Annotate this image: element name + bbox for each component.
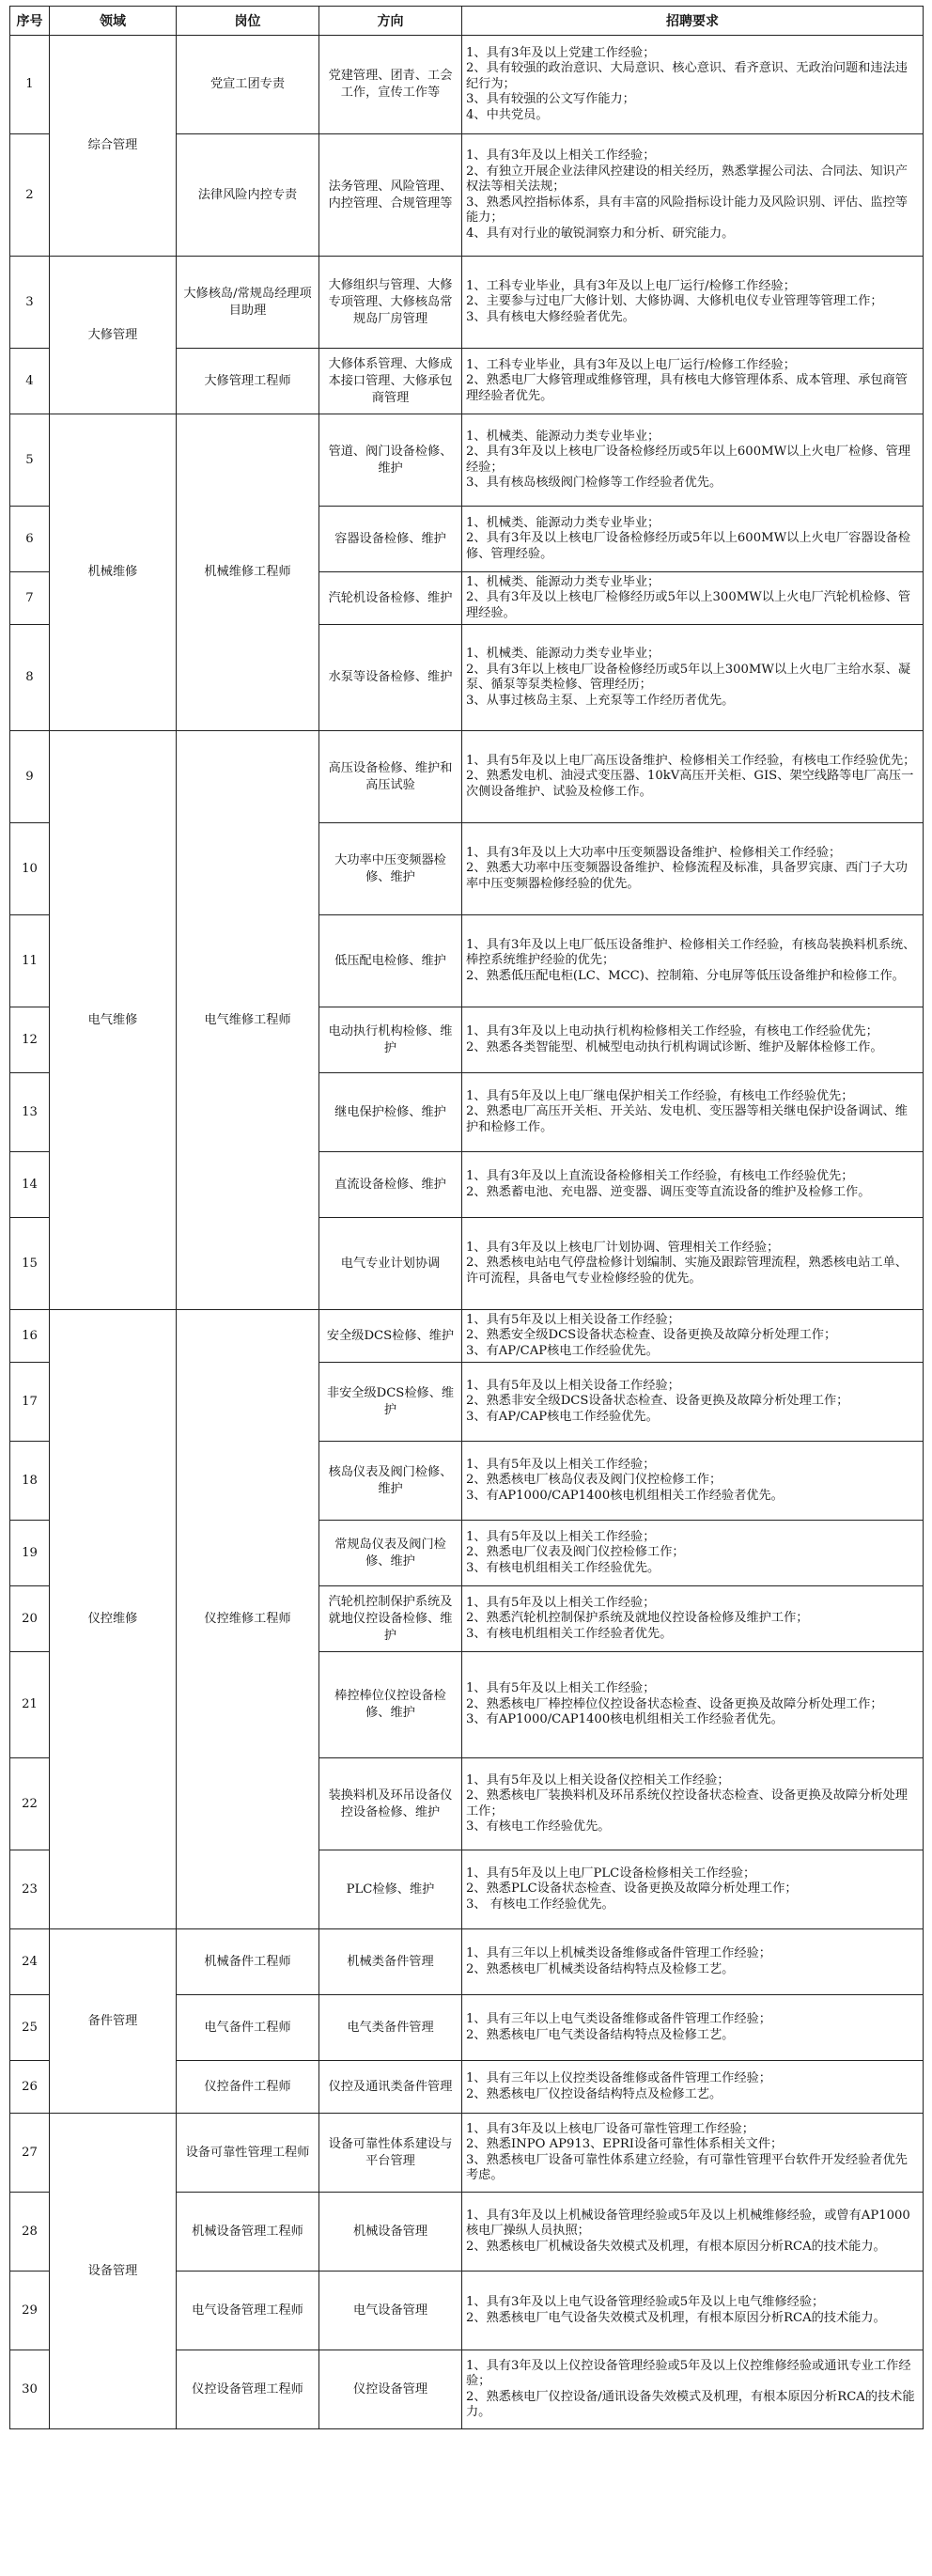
requirements-cell	[462, 915, 924, 1007]
row-number: 28	[10, 2193, 50, 2272]
table-row	[10, 2114, 924, 2193]
position-cell: 电气维修工程师	[177, 731, 319, 1310]
requirement-line: 4、具有对行业的敏锐洞察力和分析、研究能力。	[466, 226, 735, 241]
requirements-cell	[462, 1521, 924, 1586]
requirement-line: 1、具有5年及以上相关工作经验；	[466, 1457, 656, 1472]
requirement-line: 3、从事过核岛主泵、上充泵等工作经历者优先。	[466, 693, 735, 708]
domain-cell: 设备管理	[50, 2114, 177, 2429]
requirements-cell	[462, 1152, 924, 1218]
requirements-cell	[462, 1007, 924, 1073]
position-cell: 机械设备管理工程师	[177, 2193, 319, 2272]
requirements-cell	[462, 1758, 924, 1850]
direction-cell: 水泵等设备检修、维护	[319, 625, 462, 731]
requirement-line: 1、具有3年及以上大功率中压变频器设备维护、检修相关工作经验；	[466, 845, 842, 860]
table-row	[10, 731, 924, 823]
row-number: 30	[10, 2350, 50, 2429]
requirements-cell	[462, 134, 924, 257]
row-number: 13	[10, 1073, 50, 1152]
requirements-cell	[462, 36, 924, 134]
requirement-line: 1、具有5年及以上电厂PLC设备检修相关工作经验；	[466, 1866, 756, 1881]
direction-cell: 法务管理、风险管理、内控管理、合规管理等	[319, 134, 462, 257]
requirements-cell	[462, 507, 924, 572]
requirement-line: 1、具有三年以上仪控类设备维修或备件管理工作经验；	[466, 2071, 771, 2085]
requirement-line: 1、具有3年及以上核电厂计划协调、管理相关工作经验；	[466, 1240, 780, 1255]
row-number: 29	[10, 2272, 50, 2350]
domain-cell: 机械维修	[50, 414, 177, 731]
row-number: 19	[10, 1521, 50, 1586]
requirement-line: 2、有独立开展企业法律风控建设的相关经历，熟悉掌握公司法、合同法、知识产权法等相关法规；	[466, 164, 908, 194]
requirements-cell	[462, 2350, 924, 2429]
direction-cell: 安全级DCS检修、维护	[319, 1310, 462, 1363]
requirement-line: 2、熟悉电厂仪表及阀门仪控检修工作；	[466, 1545, 685, 1560]
position-cell: 仪控备件工程师	[177, 2061, 319, 2114]
requirement-line: 2、熟悉电厂高压开关柜、开关站、发电机、变压器等相关继电保护设备调试、维护和检修工作。	[466, 1104, 908, 1134]
direction-cell: 大功率中压变频器检修、维护	[319, 823, 462, 915]
requirements-cell	[462, 349, 924, 414]
requirement-line: 2、熟悉非安全级DCS设备状态检查、设备更换及故障分析处理工作；	[466, 1394, 849, 1409]
direction-cell: 继电保护检修、维护	[319, 1073, 462, 1152]
row-number: 12	[10, 1007, 50, 1073]
row-number: 7	[10, 572, 50, 625]
requirement-line: 3、有AP1000/CAP1400核电机组相关工作经验者优先。	[466, 1712, 784, 1727]
requirements-cell	[462, 2114, 924, 2193]
domain-cell: 大修管理	[50, 257, 177, 414]
direction-cell: 汽轮机控制保护系统及就地仪控设备检修、维护	[319, 1586, 462, 1652]
direction-cell: 棒控棒位仪控设备检修、维护	[319, 1652, 462, 1758]
direction-cell: 电气类备件管理	[319, 1995, 462, 2061]
requirement-line: 1、具有3年及以上仪控设备管理经验或5年及以上仪控维修经验或通讯专业工作经验；	[466, 2358, 911, 2388]
direction-cell: 大修体系管理、大修成本接口管理、大修承包商管理	[319, 349, 462, 414]
requirement-line: 2、熟悉各类智能型、机械型电动执行机构调试诊断、维护及解体检修工作。	[466, 1039, 883, 1054]
requirements-cell	[462, 823, 924, 915]
requirement-line: 1、具有3年及以上相关工作经验；	[466, 148, 656, 163]
requirements-cell	[462, 1442, 924, 1521]
requirement-line: 1、具有三年以上电气类设备维修或备件管理工作经验；	[466, 2012, 771, 2026]
domain-cell: 综合管理	[50, 36, 177, 257]
requirement-line: 2、主要参与过电厂大修计划、大修协调、大修机电仪专业管理等管理工作；	[466, 294, 883, 309]
row-number: 16	[10, 1310, 50, 1363]
requirement-line: 1、机械类、能源动力类专业毕业；	[466, 515, 660, 530]
direction-cell: 党建管理、团青、工会工作，宣传工作等	[319, 36, 462, 134]
direction-cell: 机械类备件管理	[319, 1929, 462, 1995]
row-number: 25	[10, 1995, 50, 2061]
requirement-line: 2、熟悉核电站电气停盘检修计划编制、实施及跟踪管理流程，熟悉核电站工单、许可流程，具备电气专业检修经验的优先。	[466, 1256, 908, 1286]
requirement-line: 3、有核电机组相关工作经验者优先。	[466, 1626, 673, 1641]
row-number: 20	[10, 1586, 50, 1652]
requirement-line: 2、熟悉核电厂棒控棒位仪控设备状态检查、设备更换及故障分析处理工作；	[466, 1696, 883, 1711]
requirement-line: 3、熟悉核电厂设备可靠性体系建立经验，有可靠性管理平台软件开发经验者优先考虑。	[466, 2152, 908, 2182]
requirement-line: 2、具有3年以上核电厂设备检修经历或5年以上300MW以上火电厂主给水泵、凝泵、循泵等泵类检修、管理经历；	[466, 662, 911, 692]
requirements-cell	[462, 1929, 924, 1995]
row-number: 26	[10, 2061, 50, 2114]
table-row	[10, 36, 924, 134]
requirement-line: 1、具有3年及以上核电厂设备可靠性管理工作经验；	[466, 2121, 754, 2136]
requirement-line: 1、具有3年及以上电厂低压设备维护、检修相关工作经验，有核岛装换料机系统、棒控系统维护经验的优先；	[466, 937, 916, 968]
requirements-cell	[462, 257, 924, 349]
direction-cell: 机械设备管理	[319, 2193, 462, 2272]
requirement-line: 3、有AP/CAP核电工作经验优先。	[466, 1343, 659, 1358]
direction-cell: 大修组织与管理、大修专项管理、大修核岛常规岛厂房管理	[319, 257, 462, 349]
requirement-line: 1、具有3年及以上电气设备管理经验或5年及以上电气维修经验；	[466, 2295, 825, 2309]
table-header-row	[10, 7, 924, 36]
position-cell: 党宣工团专责	[177, 36, 319, 134]
row-number: 21	[10, 1652, 50, 1758]
requirement-line: 2、熟悉蓄电池、充电器、逆变器、调压变等直流设备的维护及检修工作。	[466, 1184, 871, 1199]
recruitment-table	[9, 6, 924, 2429]
requirements-cell	[462, 2061, 924, 2114]
row-number: 11	[10, 915, 50, 1007]
requirements-cell	[462, 1073, 924, 1152]
row-number: 22	[10, 1758, 50, 1850]
requirement-line: 1、具有5年及以上相关设备工作经验；	[466, 1378, 680, 1393]
row-number: 6	[10, 507, 50, 572]
requirement-line: 3、具有核电大修经验者优先。	[466, 309, 635, 324]
position-cell: 电气设备管理工程师	[177, 2272, 319, 2350]
requirement-line: 2、具有较强的政治意识、大局意识、核心意识、看齐意识、无政治问题和违法违纪行为；	[466, 61, 908, 91]
position-cell: 机械备件工程师	[177, 1929, 319, 1995]
position-cell: 大修管理工程师	[177, 349, 319, 414]
requirement-line: 1、具有5年及以上相关设备工作经验；	[466, 1312, 680, 1327]
row-number: 8	[10, 625, 50, 731]
position-cell: 大修核岛/常规岛经理项目助理	[177, 257, 319, 349]
domain-cell: 电气维修	[50, 731, 177, 1310]
requirement-line: 2、熟悉核电厂核岛仪表及阀门仪控检修工作；	[466, 1473, 722, 1488]
table-row	[10, 414, 924, 507]
requirement-line: 2、熟悉PLC设备状态检查、设备更换及故障分析处理工作；	[466, 1881, 798, 1897]
row-number: 27	[10, 2114, 50, 2193]
direction-cell: 电动执行机构检修、维护	[319, 1007, 462, 1073]
requirement-line: 3、具有核岛核级阀门检修等工作经验者优先。	[466, 476, 722, 490]
row-number: 2	[10, 134, 50, 257]
requirements-cell	[462, 625, 924, 731]
requirement-line: 2、熟悉发电机、油浸式变压器、10kV高压开关柜、GIS、架空线路等电厂高压一次侧设备维护、试验及检修工作。	[466, 769, 914, 799]
requirement-line: 1、机械类、能源动力类专业毕业；	[466, 647, 660, 661]
table-row	[10, 257, 924, 349]
requirement-line: 3、 有核电工作经验优先。	[466, 1897, 614, 1912]
requirement-line: 3、有AP/CAP核电工作经验优先。	[466, 1409, 659, 1424]
direction-cell: 电气设备管理	[319, 2272, 462, 2350]
requirement-line: 2、熟悉核电厂电气类设备结构特点及检修工艺。	[466, 2027, 735, 2042]
requirements-cell	[462, 414, 924, 507]
requirement-line: 1、机械类、能源动力类专业毕业；	[466, 574, 660, 589]
requirement-line: 2、熟悉核电厂仪控设备结构特点及检修工艺。	[466, 2086, 722, 2101]
table-row	[10, 1310, 924, 1363]
row-number: 23	[10, 1850, 50, 1929]
requirement-line: 1、工科专业毕业，具有3年及以上电厂运行/检修工作经验；	[466, 278, 796, 293]
row-number: 3	[10, 257, 50, 349]
requirement-line: 2、具有3年及以上核电厂设备检修经历或5年以上600MW以上火电厂容器设备检修、管理经验。	[466, 531, 911, 561]
position-cell: 仪控设备管理工程师	[177, 2350, 319, 2429]
direction-cell: 电气专业计划协调	[319, 1218, 462, 1310]
direction-cell: 汽轮机设备检修、维护	[319, 572, 462, 625]
requirement-line: 1、具有3年及以上电动执行机构检修相关工作经验，有核电工作经验优先；	[466, 1024, 878, 1038]
requirements-cell	[462, 1850, 924, 1929]
requirement-line: 3、有核电工作经验优先。	[466, 1819, 611, 1834]
requirement-line: 2、熟悉核电厂机械设备失效模式及机理，有根本原因分析RCA的技术能力。	[466, 2239, 886, 2254]
requirements-cell	[462, 2193, 924, 2272]
requirements-cell	[462, 1363, 924, 1442]
row-number: 4	[10, 349, 50, 414]
requirement-line: 2、熟悉核电厂装换料机及环吊系统仪控设备状态检查、设备更换及故障分析处理工作；	[466, 1788, 908, 1819]
requirement-line: 1、具有5年及以上电厂高压设备维护、检修相关工作经验，有核电工作经验优先；	[466, 753, 916, 768]
direction-cell: 容器设备检修、维护	[319, 507, 462, 572]
direction-cell: 常规岛仪表及阀门检修、维护	[319, 1521, 462, 1586]
position-cell: 机械维修工程师	[177, 414, 319, 731]
requirements-cell	[462, 731, 924, 823]
position-cell: 法律风险内控专责	[177, 134, 319, 257]
requirement-line: 2、具有3年及以上核电厂检修经历或5年以上300MW以上火电厂汽轮机检修、管理经验。	[466, 590, 911, 620]
requirement-line: 1、具有3年及以上机械设备管理经验或5年及以上机械维修经验，或曾有AP1000核电厂操纵人员执照；	[466, 2208, 910, 2239]
direction-cell: 非安全级DCS检修、维护	[319, 1363, 462, 1442]
header-domain: 领域	[50, 7, 177, 36]
requirement-line: 3、熟悉风控指标体系，具有丰富的风险指标设计能力及风险识别、评估、监控等能力；	[466, 195, 908, 225]
position-cell: 电气备件工程师	[177, 1995, 319, 2061]
row-number: 18	[10, 1442, 50, 1521]
requirement-line: 1、工科专业毕业，具有3年及以上电厂运行/检修工作经验；	[466, 357, 796, 372]
requirement-line: 2、熟悉汽轮机控制保护系统及就地仪控设备检修及维护工作；	[466, 1611, 809, 1626]
requirement-line: 1、具有5年及以上相关工作经验；	[466, 1595, 656, 1610]
requirement-line: 1、具有3年及以上直流设备检修相关工作经验，有核电工作经验优先；	[466, 1169, 854, 1183]
table-row	[10, 1929, 924, 1995]
direction-cell: 高压设备检修、维护和高压试验	[319, 731, 462, 823]
requirement-line: 2、熟悉大功率中压变频器设备维护、检修流程及标准，具备罗宾康、西门子大功率中压变频器检修经验的优先。	[466, 861, 908, 891]
row-number: 5	[10, 414, 50, 507]
requirements-cell	[462, 1995, 924, 2061]
requirement-line: 1、具有5年及以上相关工作经验；	[466, 1681, 656, 1696]
requirement-line: 1、具有5年及以上电厂继电保护相关工作经验，有核电工作经验优先；	[466, 1088, 854, 1103]
direction-cell: 直流设备检修、维护	[319, 1152, 462, 1218]
table-body	[10, 36, 924, 2429]
row-number: 9	[10, 731, 50, 823]
row-number: 24	[10, 1929, 50, 1995]
direction-cell: 仪控及通讯类备件管理	[319, 2061, 462, 2114]
row-number: 14	[10, 1152, 50, 1218]
requirement-line: 1、机械类、能源动力类专业毕业；	[466, 429, 660, 444]
direction-cell: 低压配电检修、维护	[319, 915, 462, 1007]
requirement-line: 2、熟悉核电厂仪控设备/通讯设备失效模式及机理，有根本原因分析RCA的技术能力。	[466, 2389, 915, 2419]
requirement-line: 2、熟悉安全级DCS设备状态检查、设备更换及故障分析处理工作；	[466, 1328, 837, 1343]
row-number: 15	[10, 1218, 50, 1310]
requirements-cell	[462, 1218, 924, 1310]
requirement-line: 1、具有三年以上机械类设备维修或备件管理工作经验；	[466, 1946, 771, 1960]
row-number: 1	[10, 36, 50, 134]
requirements-cell	[462, 2272, 924, 2350]
row-number: 10	[10, 823, 50, 915]
direction-cell: 设备可靠性体系建设与平台管理	[319, 2114, 462, 2193]
requirement-line: 2、熟悉核电厂机械类设备结构特点及检修工艺。	[466, 1961, 735, 1976]
requirements-cell	[462, 1586, 924, 1652]
requirement-line: 2、熟悉低压配电柜(LC、MCC)、控制箱、分电屏等低压设备维护和检修工作。	[466, 968, 905, 983]
requirements-cell	[462, 1652, 924, 1758]
domain-cell: 备件管理	[50, 1929, 177, 2114]
header-direction: 方向	[319, 7, 462, 36]
requirements-cell	[462, 572, 924, 625]
direction-cell: 仪控设备管理	[319, 2350, 462, 2429]
position-cell: 仪控维修工程师	[177, 1310, 319, 1929]
direction-cell: PLC检修、维护	[319, 1850, 462, 1929]
requirement-line: 4、中共党员。	[466, 107, 549, 122]
requirement-line: 2、具有3年及以上核电厂设备检修经历或5年以上600MW以上火电厂检修、管理经验；	[466, 445, 911, 475]
requirement-line: 2、熟悉电厂大修管理或维修管理，具有核电大修管理体系、成本管理、承包商管理经验者优先。	[466, 373, 908, 403]
direction-cell: 装换料机及环吊设备仪控设备检修、维护	[319, 1758, 462, 1850]
requirement-line: 1、具有5年及以上相关设备仪控相关工作经验；	[466, 1772, 730, 1788]
requirement-line: 1、具有3年及以上党建工作经验；	[466, 45, 656, 60]
requirement-line: 3、有AP1000/CAP1400核电机组相关工作经验者优先。	[466, 1488, 784, 1503]
requirements-cell	[462, 1310, 924, 1363]
requirement-line: 3、具有较强的公文写作能力；	[466, 92, 635, 107]
header-no: 序号	[10, 7, 50, 36]
row-number: 17	[10, 1363, 50, 1442]
direction-cell: 管道、阀门设备检修、维护	[319, 414, 462, 507]
requirement-line: 1、具有5年及以上相关工作经验；	[466, 1529, 656, 1544]
header-requirements: 招聘要求	[462, 7, 924, 36]
header-position: 岗位	[177, 7, 319, 36]
position-cell: 设备可靠性管理工程师	[177, 2114, 319, 2193]
direction-cell: 核岛仪表及阀门检修、维护	[319, 1442, 462, 1521]
domain-cell: 仪控维修	[50, 1310, 177, 1929]
requirement-line: 2、熟悉INPO AP913、EPRI设备可靠性体系相关文件；	[466, 2137, 784, 2151]
requirement-line: 2、熟悉核电厂电气设备失效模式及机理，有根本原因分析RCA的技术能力。	[466, 2310, 886, 2325]
requirement-line: 3、有核电机组相关工作经验优先。	[466, 1560, 660, 1575]
